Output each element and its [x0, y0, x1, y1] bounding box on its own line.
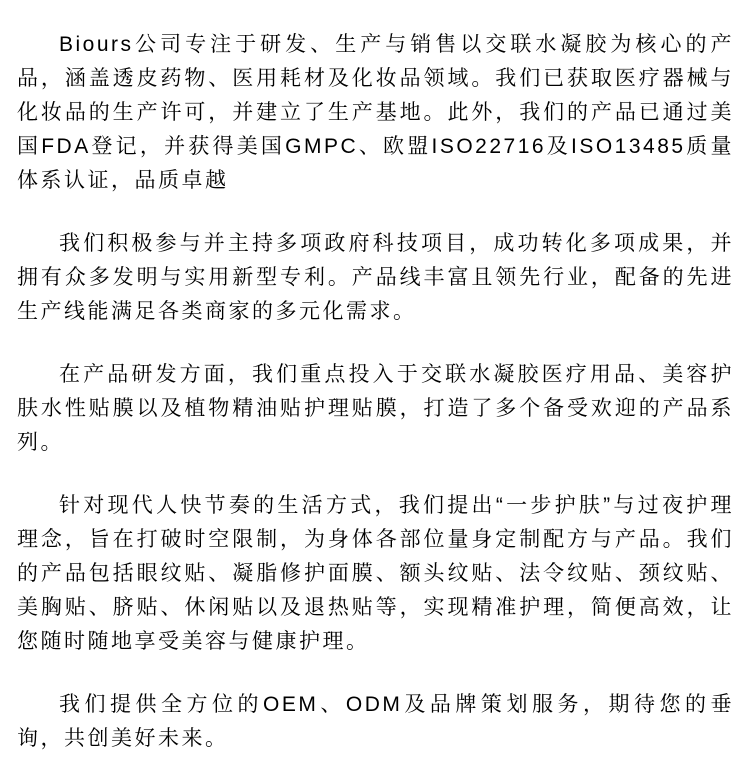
paragraph-product-development: 在产品研发方面，我们重点投入于交联水凝胶医疗用品、美容护肤水性贴膜以及植物精油贴护理贴膜，打造了多个备受欢迎的产品系列。 [17, 363, 734, 454]
paragraph-company-overview: Biours公司专注于研发、生产与销售以交联水凝胶为核心的产品，涵盖透皮药物、医用耗材及化妆品领域。我们已获取医疗器械与化妆品的生产许可，并建立了生产基地。此外，我们的产品已通过美国FDA登记，并获得美国GMPC、欧盟ISO22716及ISO13485质量体系认证，品质卓越 [17, 33, 734, 192]
paragraph-services: 我们提供全方位的OEM、ODM及品牌策划服务，期待您的垂询，共创美好未来。 [17, 693, 734, 750]
paragraph-rd-achievements: 我们积极参与并主持多项政府科技项目，成功转化多项成果，并拥有众多发明与实用新型专利。产品线丰富且领先行业，配备的先进生产线能满足各类商家的多元化需求。 [17, 232, 734, 323]
paragraph-product-lineup: 针对现代人快节奏的生活方式，我们提出“一步护肤”与过夜护理理念，旨在打破时空限制，为身体各部位量身定制配方与产品。我们的产品包括眼纹贴、凝脂修护面膜、额头纹贴、法令纹贴、颈纹贴、美胸贴、脐贴、休闲贴以及退热贴等，实现精准护理，简便高效，让您随时随地享受美容与健康护理。 [17, 494, 734, 653]
